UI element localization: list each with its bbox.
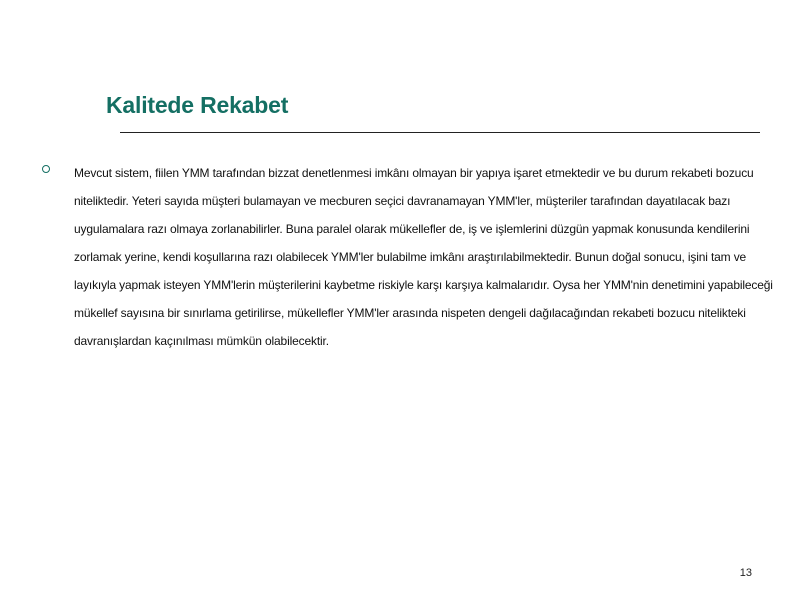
body-paragraph: Mevcut sistem, fiilen YMM tarafından bizzat denetlenmesi imkânı olmayan bir yapıya işaret etmektedir ve bu durum rekabeti bozucu niteliktedir. Yeteri sayıda müşteri bulamayan ve mecburen seçici davranamayan YMM'ler, müşteriler tarafından dayatılacak bazı uygulamalara razı olmaya zorlanabilirler. Buna paralel olarak mükellefler de, iş ve işlemlerini düzgün yapmak konusunda kendilerini zorlamak yerine, kendi koşullarına razı olabilecek YMM'ler bulabilme imkânı araştırılabilmektedir. Bunun doğal sonucu, işini tam ve layıkıyla yapmak isteyen YMM'lerin müşterilerini kaybetme riskiyle karşı karşıya kalmalarıdır. Oysa her YMM'nin denetimini yapabileceği mükellef sayısına bir sınırlama getirilirse, mükellefler YMM'ler arasında nispeten dengeli dağılacağından rekabeti bozucu nitelikteki davranışlardan kaçınılması mümkün olabilecektir.	[74, 166, 773, 348]
circle-bullet-icon	[42, 165, 50, 173]
title-divider	[120, 132, 760, 133]
slide-title: Kalitede Rekabet	[106, 92, 289, 118]
page-number: 13	[739, 567, 752, 579]
